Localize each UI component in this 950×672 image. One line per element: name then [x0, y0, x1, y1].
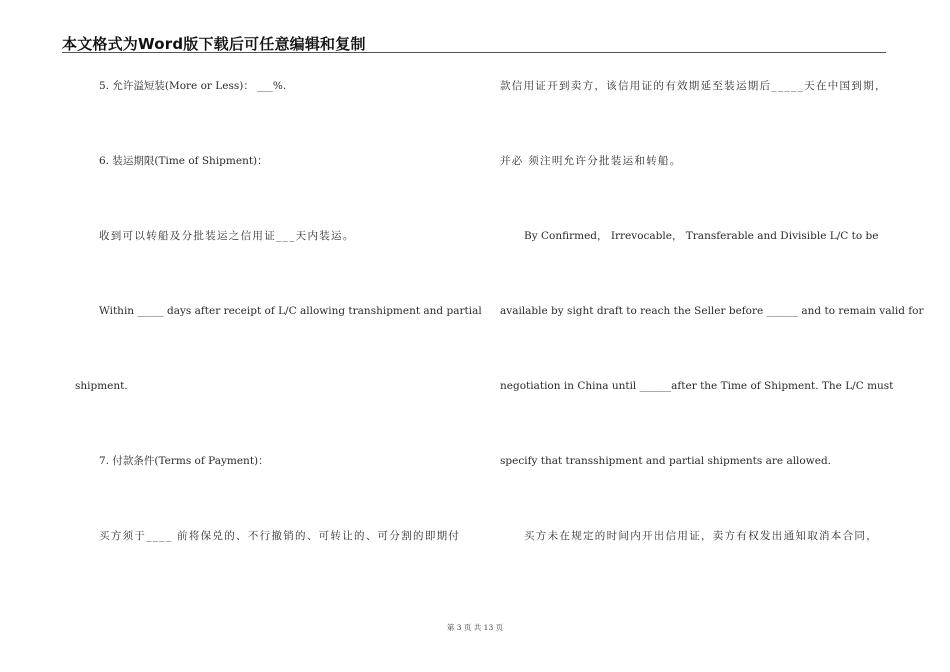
right-line-lc-validity-cn: 款信用证开到卖方，该信用证的有效期延至装运期后_____天在中国到期，	[500, 80, 887, 92]
header-divider	[62, 52, 886, 53]
left-line-shipment-time-heading: 6. 装运期限(Time of Shipment)：	[99, 155, 268, 167]
right-line-cancel-contract-cn: 买方未在规定的时间内开出信用证，卖方有权发出通知取消本合同，	[524, 530, 878, 542]
document-header-title: 本文格式为Word版下载后可任意编辑和复制	[62, 35, 366, 53]
left-line-within-days: Within _____ days after receipt of L/C allowing transhipment and partial	[99, 305, 482, 317]
right-line-partial-shipment-cn: 并必 须注明允许分批装运和转船。	[500, 155, 682, 167]
left-line-shipment-days-cn: 收到可以转船及分批装运之信用证___天内装运。	[99, 230, 355, 242]
right-line-confirmed-lc: By Confirmed， Irrevocable， Transferable and Divisible L/C to be	[524, 230, 879, 242]
left-line-payment-cn: 买方须于____ 前将保兑的、不行撤销的、可转让的、可分割的即期付	[99, 530, 461, 542]
right-line-transshipment: specify that transshipment and partial shipments are allowed.	[500, 455, 832, 467]
left-line-shipment: shipment.	[75, 380, 128, 392]
right-line-negotiation: negotiation in China until ______after the Time of Shipment. The L/C must	[500, 380, 894, 392]
left-line-allowance: 5. 允许溢短装(More or Less)： ___%.	[99, 80, 287, 92]
page-number: 第 3 页 共 13 页	[446, 623, 504, 632]
right-line-sight-draft: available by sight draft to reach the Seller before ______ and to remain valid for	[500, 305, 924, 317]
left-line-payment-heading: 7. 付款条件(Terms of Payment)：	[99, 455, 269, 467]
